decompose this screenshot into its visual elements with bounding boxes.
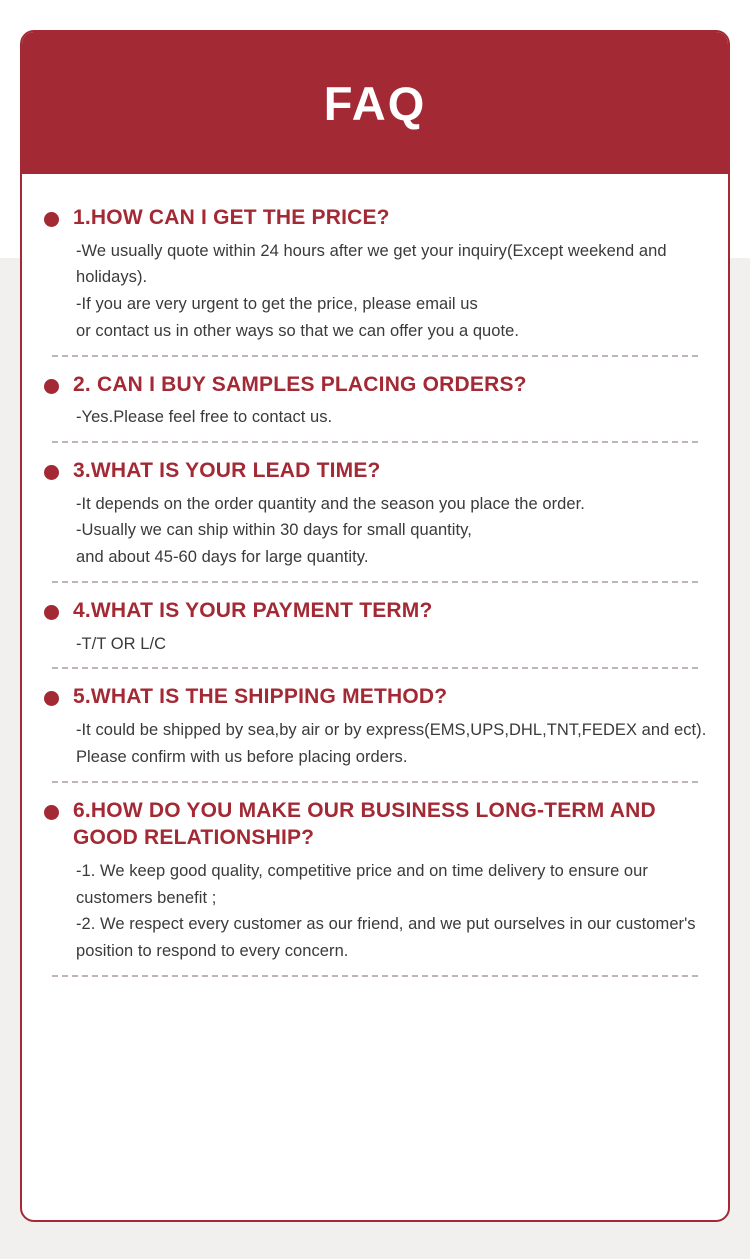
faq-answer <box>76 404 714 431</box>
faq-question-row <box>36 371 714 399</box>
faq-question: 1.HOW CAN I GET THE PRICE? <box>73 206 390 229</box>
faq-answer <box>76 858 714 965</box>
page-title: FAQ <box>323 76 427 130</box>
faq-card <box>20 30 730 1222</box>
faq-question: 4.WHAT IS YOUR PAYMENT TERM? <box>73 598 433 622</box>
bullet-icon <box>44 605 59 620</box>
faq-item <box>36 597 714 669</box>
faq-answer-line: -If you are very urgent to get the price, please email us <box>76 295 478 314</box>
faq-divider <box>52 355 698 357</box>
bullet-icon <box>44 691 59 706</box>
faq-question-row <box>36 457 714 485</box>
faq-divider <box>52 441 698 443</box>
faq-item <box>36 797 714 977</box>
faq-question: 6.HOW DO YOU MAKE OUR BUSINESS LONG-TERM AND GOOD RELATIONSHIP? <box>73 798 656 850</box>
faq-question-row <box>36 797 714 852</box>
faq-answer <box>76 631 714 658</box>
faq-answer-line: Please confirm with us before placing orders. <box>76 747 408 766</box>
faq-header <box>22 32 728 174</box>
faq-item <box>36 371 714 443</box>
faq-item <box>36 204 714 357</box>
bullet-icon <box>44 465 59 480</box>
faq-question: 5.WHAT IS THE SHIPPING METHOD? <box>73 685 448 709</box>
faq-answer-line: -T/T OR L/C <box>76 634 167 653</box>
faq-divider <box>52 781 698 783</box>
faq-answer-line: -Usually we can ship within 30 days for small quantity, <box>76 521 472 540</box>
faq-divider <box>52 975 698 977</box>
faq-item <box>36 683 714 782</box>
faq-question: 2. CAN I BUY SAMPLES PLACING ORDERS? <box>73 372 527 396</box>
faq-question-row <box>36 597 714 625</box>
faq-answer-line: -2. We respect every customer as our friend, and we put ourselves in our customer's position to respond to every concern. <box>76 915 696 961</box>
faq-divider <box>52 581 698 583</box>
bullet-icon <box>44 212 59 227</box>
faq-list <box>22 174 728 987</box>
faq-answer <box>76 238 714 345</box>
faq-item <box>36 457 714 583</box>
bullet-icon <box>44 805 59 820</box>
faq-answer-line: -It depends on the order quantity and the season you place the order. <box>76 494 585 513</box>
faq-answer-line: -We usually quote within 24 hours after we get your inquiry(Except weekend and holidays). <box>76 241 667 287</box>
faq-answer-line: -It could be shipped by sea,by air or by express(EMS,UPS,DHL,TNT,FEDEX and ect). <box>76 721 707 740</box>
faq-answer-line: and about 45-60 days for large quantity. <box>76 548 369 567</box>
faq-question-row <box>36 683 714 711</box>
faq-divider <box>52 667 698 669</box>
faq-answer <box>76 491 714 571</box>
faq-answer <box>76 717 714 770</box>
faq-question-row <box>36 204 714 232</box>
faq-question: 3.WHAT IS YOUR LEAD TIME? <box>73 459 381 483</box>
faq-answer-line: or contact us in other ways so that we can offer you a quote. <box>76 321 519 340</box>
bullet-icon <box>44 379 59 394</box>
faq-answer-line: -Yes.Please feel free to contact us. <box>76 408 333 427</box>
faq-answer-line: -1. We keep good quality, competitive price and on time delivery to ensure our customers benefit ; <box>76 861 648 907</box>
